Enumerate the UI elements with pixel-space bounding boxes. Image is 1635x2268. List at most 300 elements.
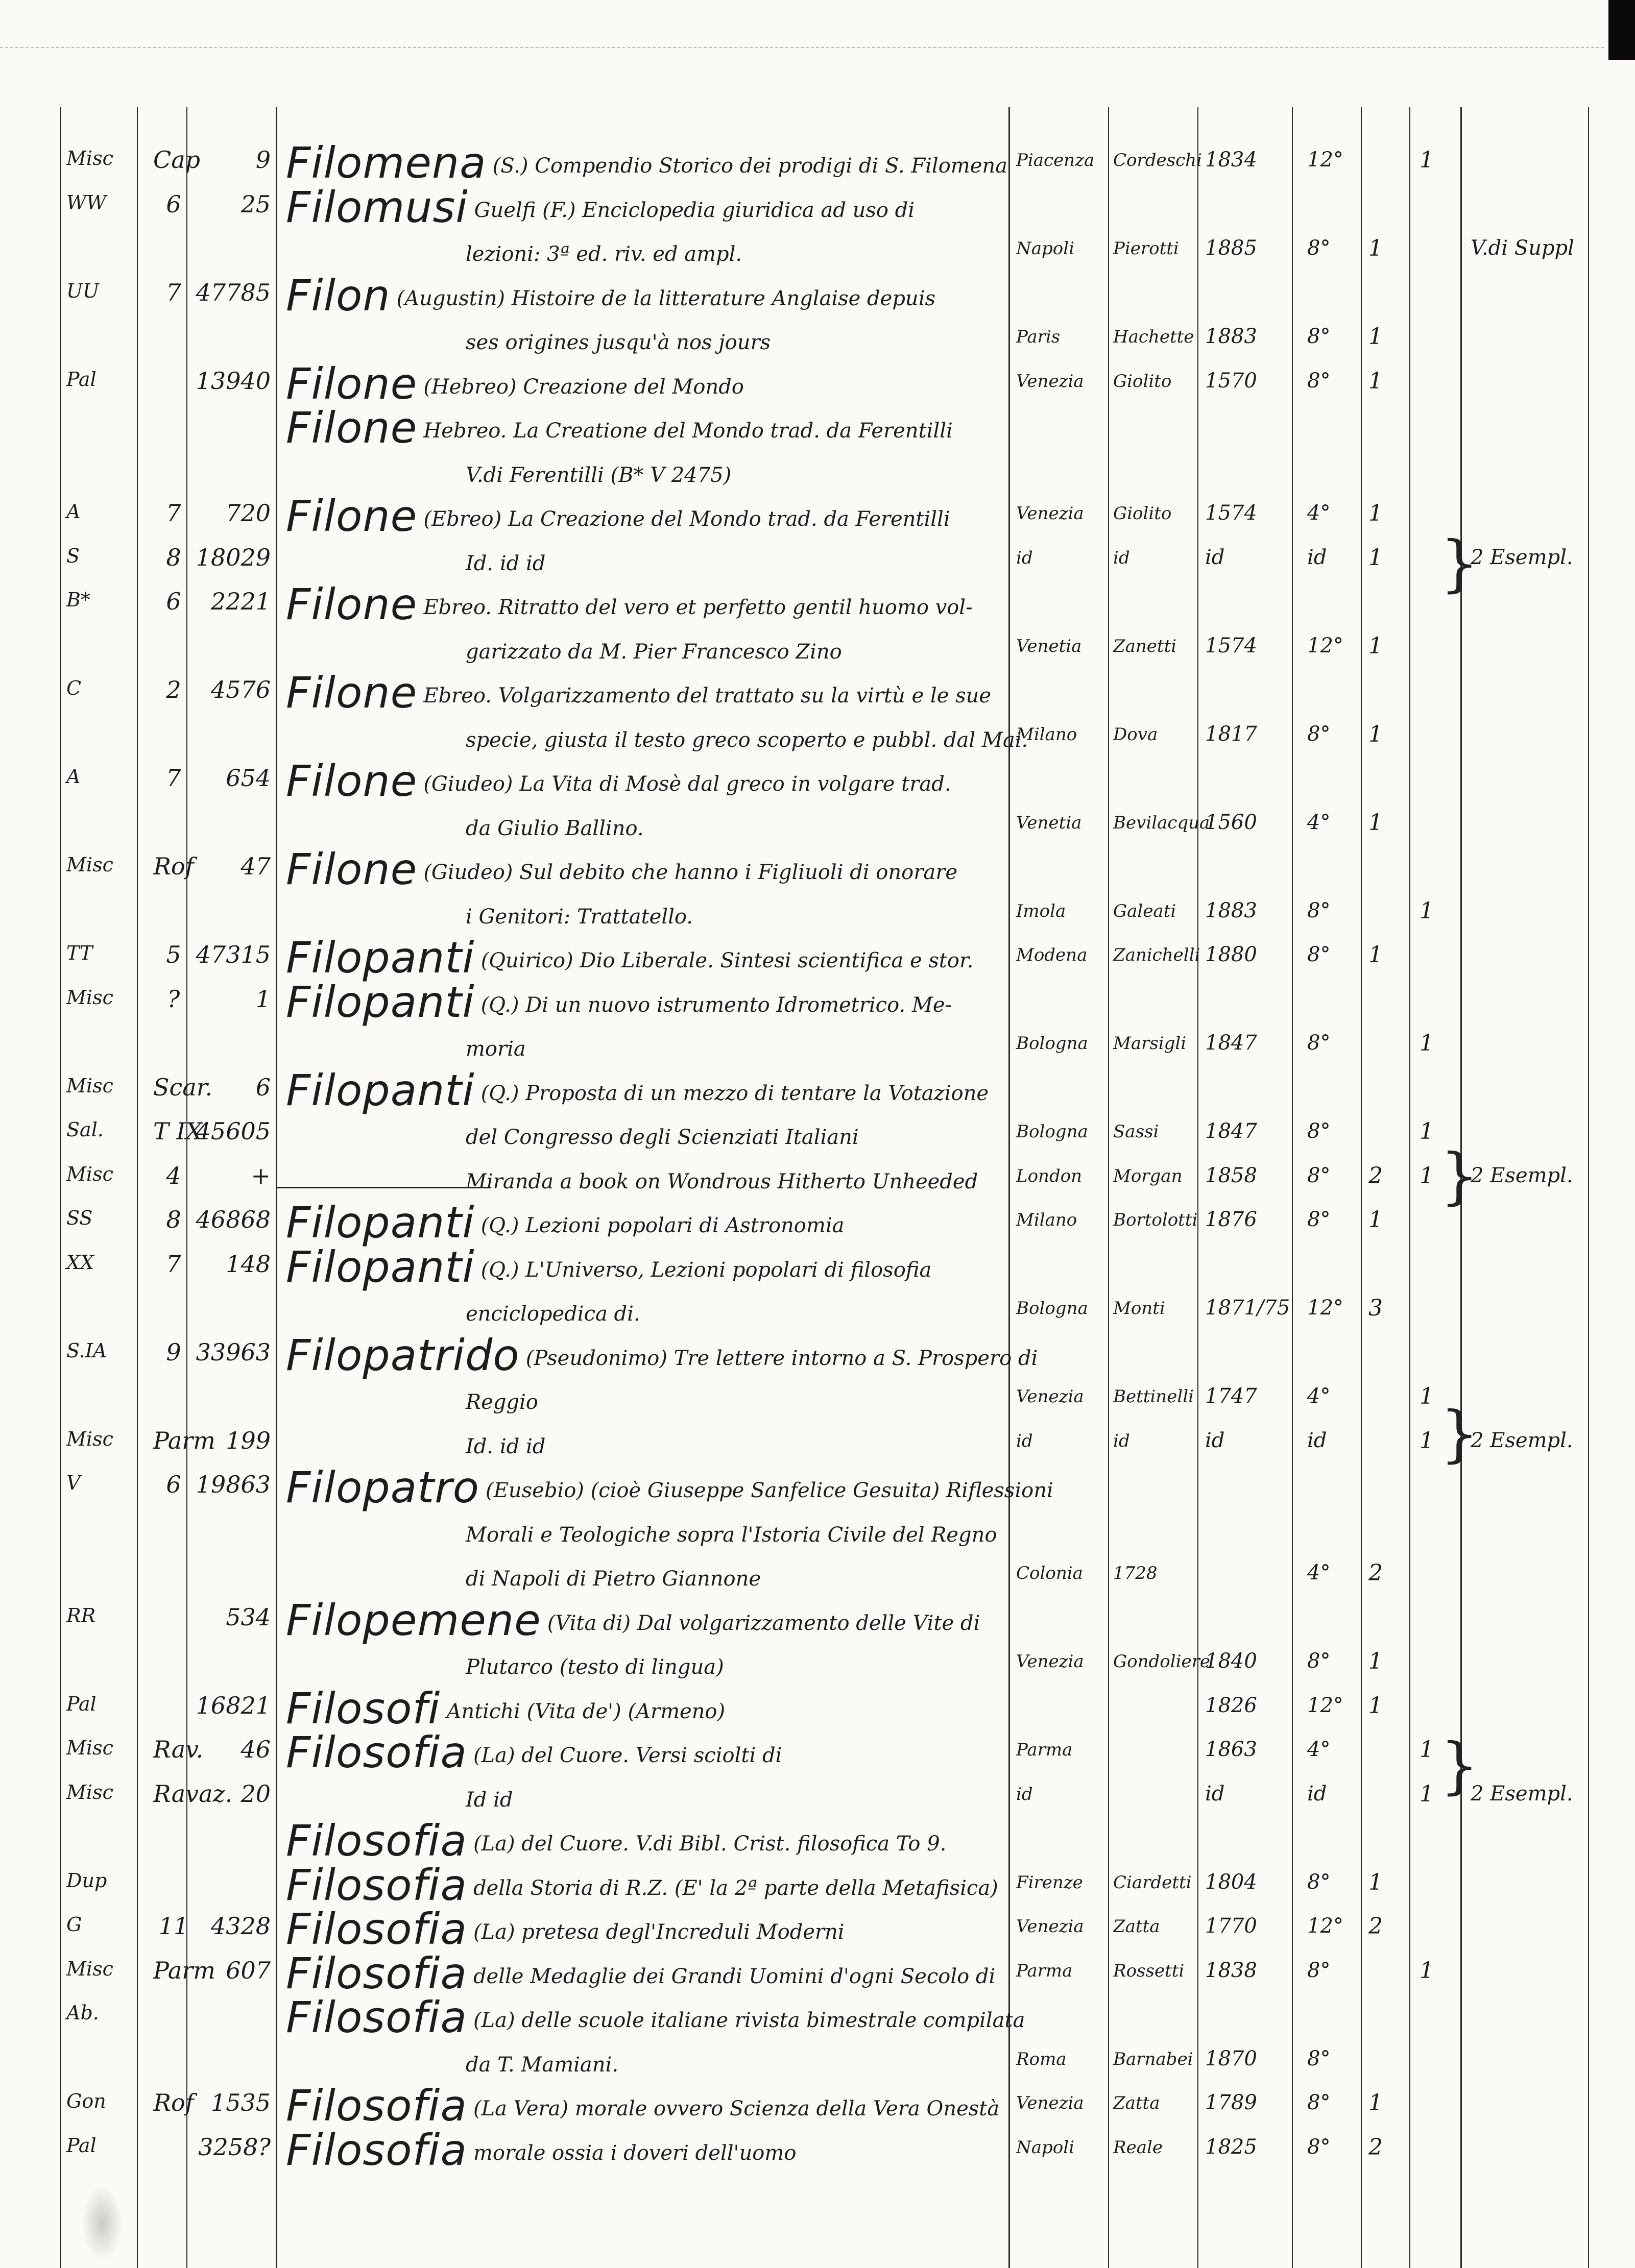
author-heading: Filone (286, 358, 418, 409)
inventory-number: 13940 (196, 367, 271, 395)
entry-description: della Storia di R.Z. (E' la 2ª parte della Metafisica) (473, 1876, 998, 1900)
author-heading: Filosofia (286, 1992, 467, 2042)
author-heading: Filosofia (286, 1904, 467, 1954)
entry-description: Guelfi (F.) Enciclopedia giuridica ad uso di (474, 198, 915, 222)
entry-text (286, 2125, 796, 2175)
publisher: Sassi (1113, 1121, 1159, 1142)
place-of-publication: Venezia (1016, 1916, 1084, 1937)
catalog-entry (0, 1767, 1635, 1816)
opuscoli-count: 1 (1420, 1030, 1434, 1056)
location-code: Pal (66, 2134, 97, 2157)
entry-description: (Pseudonimo) Tre lettere intorno a S. Prospero di (525, 1346, 1038, 1370)
publication-year: 1817 (1205, 722, 1257, 746)
catalog-entry (0, 1060, 1635, 1115)
publication-year: 1871/75 (1205, 1296, 1290, 1320)
volumes-count: 1 (1368, 632, 1383, 659)
shelf-code: Scar. (153, 1073, 213, 1101)
inventory-number: 46 (241, 1736, 271, 1763)
location-code: UU (66, 279, 100, 302)
catalog-entry (0, 1502, 1635, 1551)
publisher: Reale (1113, 2137, 1163, 2158)
place-of-publication: Venezia (1016, 1386, 1084, 1407)
shelf-code: 5 (166, 941, 181, 968)
volumes-count: 1 (1368, 1692, 1383, 1719)
brace-mark: } (1440, 1141, 1479, 1212)
author-heading: Filopemene (286, 1595, 541, 1645)
catalog-entry (0, 354, 1635, 409)
location-code: Dup (66, 1869, 107, 1892)
entry-description: ses origines jusqu'à nos jours (466, 331, 771, 354)
publication-year: 1876 (1205, 1208, 1257, 1231)
publication-year: 1885 (1205, 236, 1257, 260)
publication-year: 1560 (1205, 810, 1257, 834)
publication-year: 1770 (1205, 1914, 1257, 1938)
catalog-entry (0, 530, 1635, 579)
author-heading: Filone (286, 668, 418, 718)
inventory-number: 18029 (196, 543, 271, 571)
publication-year: 1826 (1205, 1693, 1257, 1717)
place-of-publication: Colonia (1016, 1563, 1083, 1583)
catalog-entry (0, 1678, 1635, 1734)
publication-year: 1847 (1205, 1119, 1257, 1143)
catalog-entry (0, 795, 1635, 844)
format: 4° (1307, 1561, 1331, 1584)
location-code: Misc (66, 1162, 113, 1185)
publication-year: 1574 (1205, 633, 1257, 657)
author-heading: Filosofia (286, 1948, 467, 1998)
catalog-entry (0, 1192, 1635, 1248)
location-code: S (66, 544, 80, 567)
catalog-entry (0, 1943, 1635, 1998)
publisher: Hachette (1113, 327, 1194, 347)
format: 12° (1307, 633, 1343, 657)
place-of-publication: Piacenza (1016, 150, 1095, 170)
shelf-code: T IX (153, 1117, 203, 1145)
place-of-publication: Modena (1016, 945, 1088, 965)
inventory-number: 199 (226, 1426, 271, 1454)
volumes-count: 1 (1368, 324, 1383, 350)
location-code: XX (66, 1251, 94, 1274)
volumes-count: 1 (1368, 721, 1383, 747)
entry-description: delle Medaglie dei Grandi Uomini d'ogni Secolo di (473, 1964, 996, 1988)
inventory-number: 25 (241, 190, 271, 218)
publisher: Monti (1113, 1298, 1165, 1319)
location-code: V (66, 1472, 81, 1494)
author-heading: Filosofia (286, 2125, 467, 2175)
inventory-number: 3258? (198, 2133, 271, 2161)
publisher: Barnabei (1113, 2048, 1193, 2069)
entry-description: (S.) Compendio Storico dei prodigi di S. Filomena (492, 154, 1008, 178)
format: 8° (1307, 1649, 1331, 1673)
catalog-entry (0, 1413, 1635, 1462)
publisher: Zanetti (1113, 636, 1177, 656)
catalog-entry (0, 1369, 1635, 1418)
publisher: Rossetti (1113, 1960, 1185, 1981)
volumes-count: 2 (1368, 1560, 1383, 1586)
place-of-publication: Venezia (1016, 1651, 1084, 1672)
location-code: Misc (66, 1957, 113, 1980)
entry-description: da T. Mamiani. (466, 2053, 619, 2077)
author-heading: Filomena (286, 138, 487, 188)
publication-year: id (1205, 545, 1225, 569)
catalog-entry (0, 1546, 1635, 1595)
inventory-number: 720 (226, 499, 271, 527)
inventory-number: 2221 (210, 588, 271, 615)
publication-year: 1883 (1205, 898, 1257, 922)
entry-description: (Q.) Di un nuovo istrumento Idrometrico. Me- (480, 993, 952, 1017)
publisher: Zatta (1113, 1916, 1160, 1937)
format: 8° (1307, 2091, 1331, 2114)
location-code: Ab. (66, 2002, 99, 2024)
entry-description: lezioni: 3ª ed. riv. ed ampl. (466, 242, 742, 266)
inventory-number: 607 (226, 1956, 271, 1984)
shelf-code: Rof (153, 852, 194, 880)
publisher: Giolito (1113, 503, 1172, 524)
catalog-entry (0, 751, 1635, 806)
catalog-entry (0, 839, 1635, 894)
catalog-entry (0, 972, 1635, 1027)
format: 8° (1307, 1958, 1331, 1982)
location-code: Misc (66, 853, 113, 876)
catalog-entry (0, 398, 1635, 453)
place-of-publication: Paris (1016, 327, 1061, 347)
shelf-code: 7 (166, 1250, 181, 1278)
opuscoli-count: 1 (1420, 1957, 1434, 1984)
opuscoli-count: 1 (1420, 1427, 1434, 1454)
format: 8° (1307, 1163, 1331, 1187)
entry-note: 2 Esempl. (1471, 545, 1573, 569)
inventory-number: 33963 (196, 1338, 271, 1366)
entry-description: del Congresso degli Scienziati Italiani (466, 1126, 859, 1149)
entry-description: Antichi (Vita de') (Armeno) (446, 1699, 726, 1723)
catalog-entry (0, 133, 1635, 188)
location-code: Misc (66, 1737, 113, 1759)
author-heading: Filosofia (286, 1816, 467, 1866)
volumes-count: 1 (1368, 2090, 1383, 2116)
shelf-code: 7 (166, 764, 181, 792)
catalog-entry (0, 2032, 1635, 2081)
author-heading: Filopanti (286, 1198, 475, 1248)
publication-year: 1870 (1205, 2046, 1257, 2070)
entry-description: (Augustin) Histoire de la litterature Anglaise depuis (396, 286, 936, 310)
shelf-code: 6 (166, 588, 181, 615)
format: 8° (1307, 1119, 1331, 1143)
catalog-entry (0, 2076, 1635, 2131)
shelf-code: Parm (153, 1426, 215, 1454)
publisher: id (1113, 547, 1130, 568)
publication-year: 1880 (1205, 943, 1257, 966)
place-of-publication: Roma (1016, 2048, 1067, 2069)
volumes-count: 2 (1368, 1162, 1383, 1189)
format: 8° (1307, 236, 1331, 260)
entry-description: (Giudeo) Sul debito che hanno i Figliuoli di onorare (423, 861, 957, 884)
volumes-count: 1 (1368, 809, 1383, 836)
catalog-entry (0, 574, 1635, 629)
shelf-code: 2 (166, 676, 181, 703)
entry-description: Id id (466, 1788, 513, 1812)
place-of-publication: id (1016, 547, 1033, 568)
entry-description: (Giudeo) La Vita di Mosè dal greco in volgare trad. (423, 772, 951, 796)
entry-description: Morali e Teologiche sopra l'Istoria Civile del Regno (466, 1523, 997, 1547)
inventory-number: 6 (255, 1073, 271, 1101)
place-of-publication: Venezia (1016, 2093, 1084, 2113)
catalog-entry (0, 1987, 1635, 2042)
location-code: B* (66, 589, 90, 611)
publisher: Marsigli (1113, 1033, 1187, 1054)
entry-description: (La) del Cuore. V.di Bibl. Crist. filosofica To 9. (473, 1832, 947, 1856)
catalog-entry (0, 1281, 1635, 1330)
entry-note: 2 Esempl. (1471, 1428, 1573, 1452)
author-heading: Filopanti (286, 977, 475, 1027)
catalog-entry (0, 442, 1635, 491)
shelf-code: Rof (153, 2089, 194, 2116)
place-of-publication: Imola (1016, 900, 1066, 921)
location-code: S.IA (66, 1339, 107, 1362)
shelf-code: 6 (166, 1471, 181, 1498)
catalog-entry (0, 265, 1635, 321)
format: 8° (1307, 1870, 1331, 1894)
publisher: Giolito (1113, 371, 1172, 392)
inventory-number: 46868 (196, 1206, 271, 1233)
entry-description: V.di Ferentilli (B* V 2475) (466, 463, 732, 487)
inventory-number: 534 (226, 1603, 271, 1631)
publication-year: 1825 (1205, 2135, 1257, 2159)
author-heading: Filone (286, 756, 418, 806)
place-of-publication: Venetia (1016, 636, 1082, 656)
place-of-publication: London (1016, 1165, 1083, 1186)
location-code: G (66, 1913, 82, 1936)
entry-description: (Ebreo) La Creazione del Mondo trad. da Ferentilli (423, 507, 950, 531)
catalog-entry (0, 619, 1635, 668)
top-rule (0, 47, 1604, 48)
inventory-number: 9 (255, 146, 271, 174)
author-heading: Filone (286, 491, 418, 541)
catalog-entry (0, 1855, 1635, 1910)
format: 8° (1307, 943, 1331, 966)
opuscoli-count: 1 (1420, 147, 1434, 173)
opuscoli-count: 1 (1420, 1162, 1434, 1189)
inventory-number: 47 (241, 852, 271, 880)
entry-description: Hebreo. La Creatione del Mondo trad. da Ferentilli (423, 419, 953, 443)
catalog-entry (0, 707, 1635, 756)
place-of-publication: Bologna (1016, 1033, 1088, 1054)
catalog-entry (0, 1634, 1635, 1683)
shelf-code: ? (167, 985, 180, 1013)
author-heading: Filopanti (286, 933, 475, 983)
catalog-entry (0, 486, 1635, 541)
inventory-number: 1535 (210, 2089, 271, 2116)
entry-description: (Hebreo) Creazione del Mondo (423, 375, 744, 399)
format: 12° (1307, 148, 1343, 172)
author-heading: Filomusi (286, 182, 468, 232)
place-of-publication: Bologna (1016, 1121, 1088, 1142)
entry-description: Id. id id (466, 1434, 546, 1458)
entry-description: Reggio (466, 1391, 538, 1414)
location-code: Misc (66, 986, 113, 1009)
format: 4° (1307, 1738, 1331, 1761)
entry-description: specie, giusta il testo greco scoperto e pubbl. dal Mai. (466, 728, 1028, 752)
place-of-publication: Napoli (1016, 238, 1075, 259)
inventory-number: + (251, 1161, 271, 1189)
publisher: Pierotti (1113, 238, 1179, 259)
location-code: A (66, 765, 81, 788)
entry-note: 2 Esempl. (1471, 1782, 1573, 1806)
format: id (1307, 1428, 1327, 1452)
author-heading: Filon (286, 270, 391, 321)
inventory-number: 47315 (196, 941, 271, 968)
catalog-entry (0, 1149, 1635, 1198)
shelf-code: Rav. (153, 1736, 204, 1763)
volumes-count: 1 (1368, 500, 1383, 526)
catalog-entry (0, 2120, 1635, 2175)
location-code: Pal (66, 1692, 97, 1715)
place-of-publication: Milano (1016, 724, 1077, 745)
author-heading: Filone (286, 579, 418, 629)
place-of-publication: Milano (1016, 1210, 1077, 1230)
volumes-count: 2 (1368, 1913, 1383, 1939)
publication-year: 1883 (1205, 325, 1257, 348)
publication-year: 1847 (1205, 1031, 1257, 1055)
shelf-code: 7 (166, 499, 181, 527)
shelf-code: 11 (158, 1912, 189, 1940)
entry-description: (La) delle scuole italiane rivista bimestrale compilata (473, 2009, 1025, 2032)
location-code: WW (66, 191, 107, 214)
location-code: C (66, 677, 82, 699)
entry-description: (Quirico) Dio Liberale. Sintesi scientifica e stor. (480, 949, 974, 972)
struck-entry-rule (276, 1187, 490, 1188)
entry-description: Ebreo. Ritratto del vero et perfetto gentil huomo vol- (423, 596, 973, 619)
publication-year: id (1205, 1428, 1225, 1452)
entry-description: (Eusebio) (cioè Giuseppe Sanfelice Gesuita) Riflessioni (486, 1479, 1053, 1502)
format: 8° (1307, 369, 1331, 393)
volumes-count: 1 (1368, 235, 1383, 261)
volumes-count: 1 (1368, 942, 1383, 968)
catalog-entry (0, 928, 1635, 983)
format: 12° (1307, 1693, 1343, 1717)
volumes-count: 1 (1368, 368, 1383, 394)
entry-description: (La) del Cuore. Versi sciolti di (473, 1744, 782, 1767)
inventory-number: 47785 (196, 278, 271, 306)
catalog-entry (0, 1811, 1635, 1866)
place-of-publication: Napoli (1016, 2137, 1075, 2158)
catalog-entry (0, 663, 1635, 718)
entry-note: V.di Suppl (1471, 236, 1574, 260)
publication-year: 1804 (1205, 1870, 1257, 1894)
format: 8° (1307, 898, 1331, 922)
entry-description: da Giulio Ballino. (466, 816, 644, 840)
shelf-code: 9 (166, 1338, 181, 1366)
author-heading: Filopanti (286, 1065, 475, 1115)
inventory-number: 148 (226, 1250, 271, 1278)
shelf-code: 7 (166, 278, 181, 306)
ink-smudge (82, 2185, 123, 2261)
catalog-entry (0, 309, 1635, 358)
opuscoli-count: 1 (1420, 897, 1434, 924)
volumes-count: 1 (1368, 1207, 1383, 1233)
author-heading: Filone (286, 844, 418, 894)
catalog-entry (0, 177, 1635, 232)
inventory-number: 4576 (210, 676, 271, 703)
location-code: SS (66, 1207, 93, 1229)
brace-mark: } (1440, 528, 1479, 599)
entry-description: di Napoli di Pietro Giannone (466, 1567, 761, 1591)
entry-description: garizzato da M. Pier Francesco Zino (466, 640, 842, 664)
author-heading: Filosofia (286, 2081, 467, 2131)
author-heading: Filopatro (286, 1462, 480, 1513)
catalog-entry (0, 1722, 1635, 1777)
location-code: Misc (66, 1074, 113, 1097)
inventory-number: 45605 (196, 1117, 271, 1145)
location-code: RR (66, 1604, 96, 1627)
location-code: Misc (66, 1427, 113, 1450)
page-edge-mark (1608, 0, 1635, 60)
author-heading: Filone (286, 403, 418, 453)
entry-description: (La) pretesa degl'Increduli Moderni (473, 1920, 845, 1944)
publisher: Bevilacqua (1113, 812, 1210, 833)
format: 8° (1307, 722, 1331, 746)
volumes-count: 1 (1368, 1648, 1383, 1674)
inventory-number: 20 (241, 1779, 271, 1808)
author-heading: Filosofia (286, 1860, 467, 1910)
entry-description: Miranda a book on Wondrous Hitherto Unheeded (466, 1169, 978, 1193)
shelf-code: 8 (166, 1206, 181, 1233)
format: 12° (1307, 1296, 1343, 1320)
place-of-publication: Parma (1016, 1740, 1073, 1760)
publisher: Gondoliere (1113, 1651, 1211, 1672)
publisher: Cordeschi (1113, 150, 1202, 170)
format: 8° (1307, 1208, 1331, 1231)
volumes-count: 1 (1368, 1869, 1383, 1895)
author-heading: Filosofi (286, 1683, 441, 1734)
location-code: Misc (66, 1781, 113, 1803)
publisher: Galeati (1113, 900, 1176, 921)
publication-year: 1840 (1205, 1649, 1257, 1673)
format: 8° (1307, 2046, 1331, 2070)
shelf-code: Ravaz. (153, 1779, 233, 1808)
place-of-publication: Venetia (1016, 812, 1082, 833)
publication-year: 1747 (1205, 1384, 1257, 1408)
format: 8° (1307, 1031, 1331, 1055)
format: id (1307, 545, 1327, 569)
shelf-code: Cap (153, 146, 201, 174)
entry-description: morale ossia i doveri dell'uomo (473, 2141, 797, 2165)
entry-description: Ebreo. Volgarizzamento del trattato su la virtù e le sue (423, 684, 992, 708)
publisher: Bettinelli (1113, 1386, 1194, 1407)
publication-year: 1574 (1205, 501, 1257, 525)
shelf-code: Parm (153, 1956, 215, 1984)
place-of-publication: Venezia (1016, 503, 1084, 524)
format: 4° (1307, 501, 1331, 525)
catalog-entry (0, 1237, 1635, 1292)
publication-year: 1858 (1205, 1163, 1257, 1187)
publication-year: 1789 (1205, 2091, 1257, 2114)
publisher: 1728 (1113, 1563, 1158, 1583)
place-of-publication: id (1016, 1784, 1033, 1804)
brace-mark: } (1440, 1399, 1479, 1470)
publisher: Morgan (1113, 1165, 1183, 1186)
volumes-count: 1 (1368, 544, 1383, 571)
publisher: Zatta (1113, 2093, 1160, 2113)
author-heading: Filopanti (286, 1241, 475, 1292)
entry-description: (Vita di) Dal volgarizzamento delle Vite di (547, 1611, 980, 1635)
location-code: Gon (66, 2090, 106, 2112)
shelf-code: 4 (166, 1161, 181, 1189)
entry-description: (Q.) L'Universo, Lezioni popolari di filosofia (480, 1258, 932, 1282)
publication-year: id (1205, 1782, 1225, 1806)
format: 8° (1307, 325, 1331, 348)
inventory-number: 19863 (196, 1471, 271, 1498)
location-code: Pal (66, 368, 97, 391)
